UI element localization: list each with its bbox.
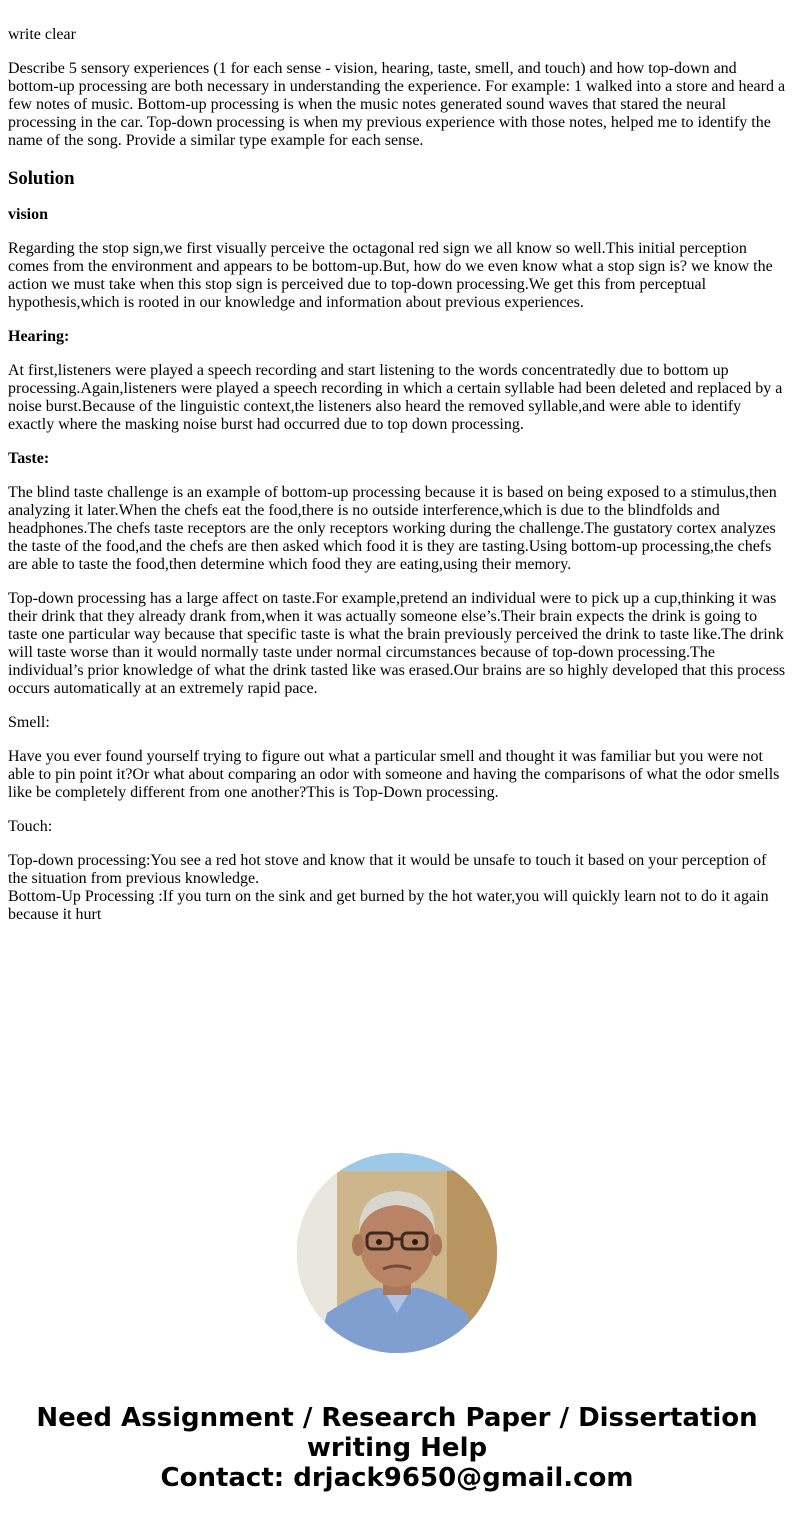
vision-text: Regarding the stop sign,we first visually perceive the octagonal red sign we all know so well.This initial perception comes from the environment and appears to be bottom-up.But, how do we even know what a stop sign is? we know the action we must take when this stop sign is perceived due to top-down processing.We get this from perceptual hypothesis,which is rooted in our knowledge and information about previous experiences. (8, 240, 773, 311)
question-prompt: Describe 5 sensory experiences (1 for each sense - vision, hearing, taste, smell, and touch) and how top-down and bottom-up processing are both necessary in understanding the experience. For example: 1 walked into a store and heard a few notes of music. Bottom-up processing is when the music notes generated sound waves that stared the neural processing in the car. Top-down processing is when my previous experience with those notes, helped me to identify the name of the song. Provide a similar type example for each sense. (8, 60, 786, 149)
taste-label: Taste: (8, 450, 50, 467)
smell-label: Smell: (8, 714, 50, 731)
touch-text (8, 852, 786, 924)
promo-banner (0, 1403, 794, 1493)
promo-line-2: writing Help (306, 1433, 488, 1463)
person-portrait-icon (297, 1153, 497, 1353)
taste-text-top-down: Top-down processing has a large affect on taste.For example,pretend an individual were to pick up a cup,thinking it was their drink that they already drank from,when it was actually someone else’s.Their brain expects the drink is going to taste one particular way because that specific taste is what the brain previously perceived the drink to taste like.The drink will taste worse than it would normally taste under normal circumstances because of top-down processing.The individual’s prior knowledge of what the drink tasted like was erased.Our brains are so highly developed that this process occurs automatically at an extremely rapid pace. (8, 590, 786, 697)
question-title: write clear (8, 26, 76, 43)
touch-top-down-line: Top-down processing:You see a red hot stove and know that it would be unsafe to touch it based on your perception of the situation from previous knowledge. (8, 852, 767, 887)
touch-label: Touch: (8, 818, 53, 835)
taste-text-bottom-up: The blind taste challenge is an example of bottom-up processing because it is based on being exposed to a stimulus,then analyzing it later.When the chefs eat the food,there is no outside interference,which is due to the blindfolds and headphones.The chefs taste receptors are the only receptors working during the challenge.The gustatory cortex analyzes the taste of the food,and the chefs are then asked which food it is they are tasting.Using bottom-up processing,the chefs are able to taste the food,then determine which food they are eating,using their memory. (8, 484, 777, 573)
touch-bottom-up-line: Bottom-Up Processing :If you turn on the sink and get burned by the hot water,you will quickly learn not to do it again because it hurt (8, 888, 769, 923)
vision-label: vision (8, 206, 49, 223)
promo-line-1: Need Assignment / Research Paper / Dissertation (36, 1403, 758, 1433)
avatar (297, 1153, 497, 1353)
solution-heading: Solution (8, 168, 75, 189)
hearing-text: At first,listeners were played a speech recording and start listening to the words concentratedly due to bottom up processing.Again,listeners were played a speech recording in which a certain syllable had been deleted and replaced by a noise burst.Because of the linguistic context,the listeners also heard the removed syllable,and were able to identify exactly where the masking noise burst had occurred due to top down processing. (8, 362, 783, 433)
smell-text: Have you ever found yourself trying to figure out what a particular smell and thought it was familiar but you were not able to pin point it?Or what about comparing an odor with someone and having the comparisons of what the odor smells like be completely different from one another?This is Top-Down processing. (8, 748, 780, 801)
hearing-label: Hearing: (8, 328, 70, 345)
promo-contact: Contact: drjack9650@gmail.com (160, 1463, 634, 1493)
